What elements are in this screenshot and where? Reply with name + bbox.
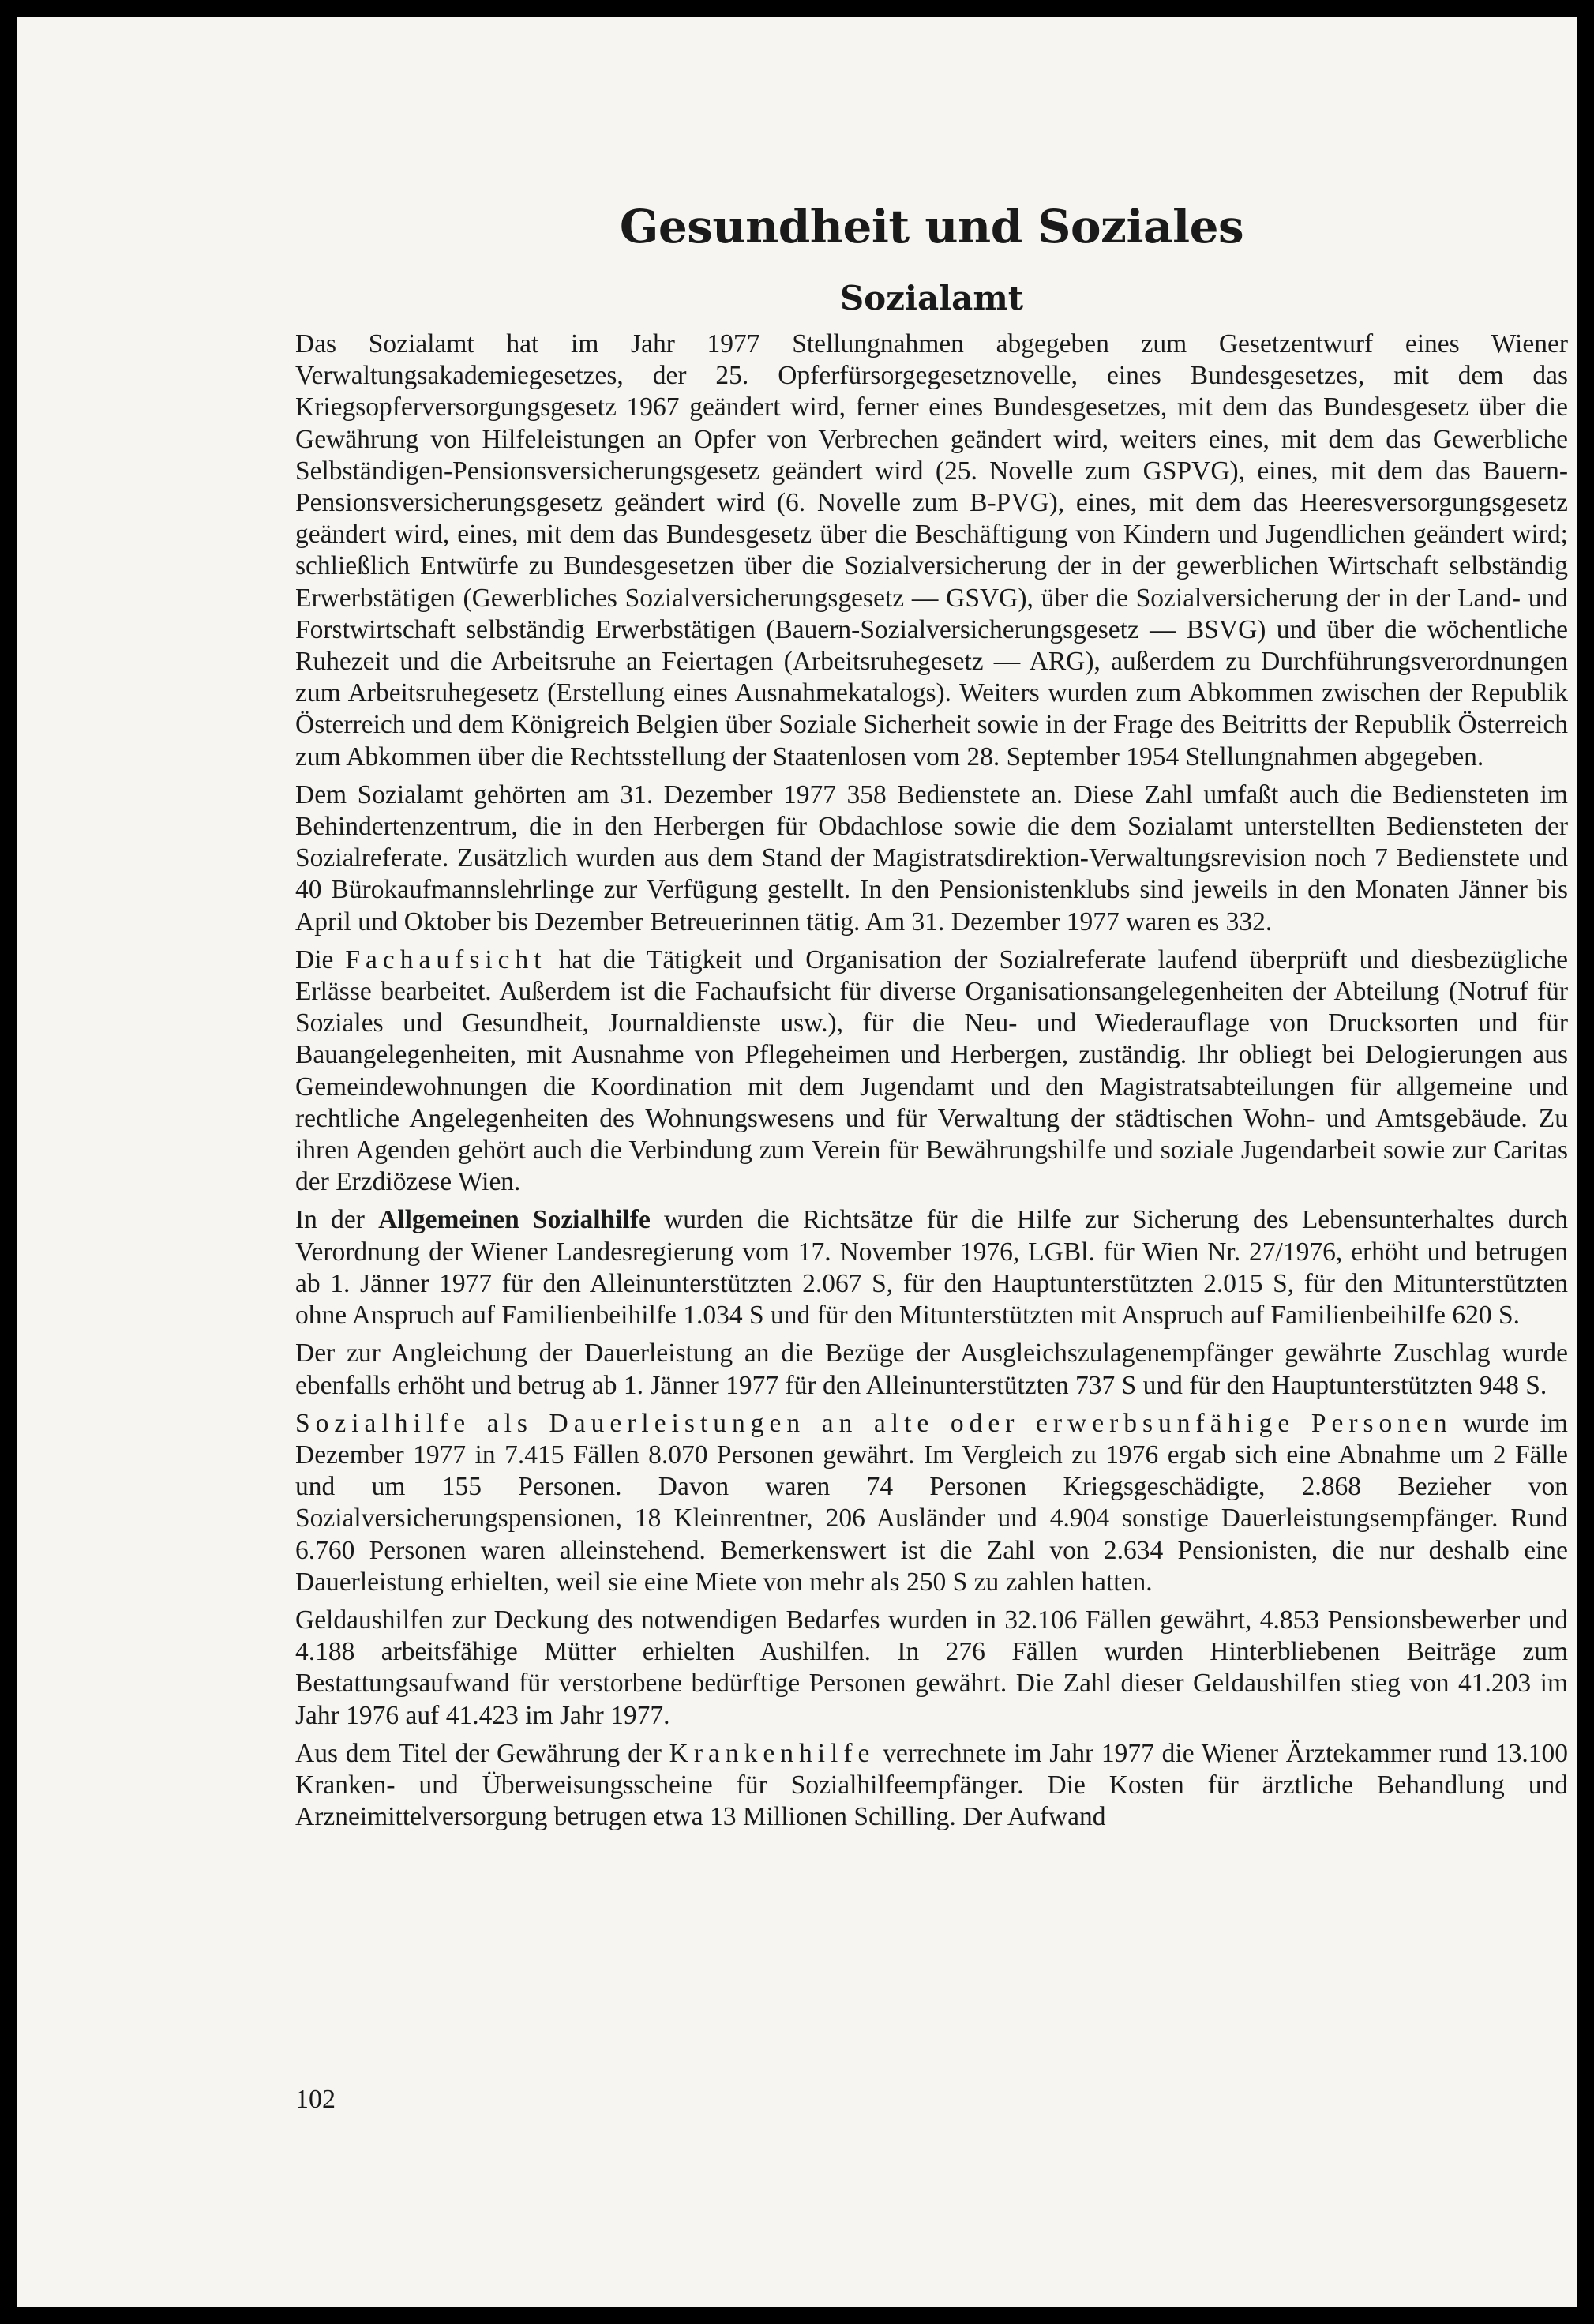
- paragraph-lead: Aus dem Titel der Gewährung der: [295, 1738, 662, 1768]
- paragraph-allgemeine-sozialhilfe: [295, 1204, 1568, 1331]
- paragraph-staff: Dem Sozialamt gehörten am 31. Dezember 1977 358 Bedienstete an. Diese Zahl umfaßt auch die Bediensteten im Behindertenzentrum, die in den Herbergen für Obdachlose sowie die dem Sozialamt unterstellten Bediensteten der Sozialreferate. Zusätzlich wurden aus dem Stand der Magistratsdirektion-Verwaltungsrevision noch 7 Bedienstete und 40 Bürokaufmannslehrlinge zur Verfügung gestellt. In den Pensionistenklubs sind jeweils in den Monaten Jänner bis April und Oktober bis Dezember Betreuerinnen tätig. Am 31. Dezember 1977 waren es 332.: [295, 779, 1568, 937]
- document-page: [17, 17, 1577, 2307]
- emphasis-krankenhilfe: Krankenhilfe: [669, 1738, 876, 1768]
- paragraph-body: wurden die Richtsätze für die Hilfe zur Sicherung des Lebensunterhaltes durch Verordnung der Wiener Landesregierung vom 17. November 1976, LGBl. für Wien Nr. 27/1976, erhöht und betrugen ab 1. Jänner 1977 für den Alleinunterstützten 2.067 S, für den Hauptunterstützten 2.015 S, für den Mitunterstützten ohne Anspruch auf Familienbeihilfe 1.034 S und für den Mitunterstützten mit Anspruch auf Familienbeihilfe 620 S.: [295, 1205, 1569, 1331]
- emphasis-dauerleistungen: Sozialhilfe als Dauerleistungen an alte oder erwerbsunfähige Personen: [295, 1408, 1453, 1438]
- paragraph-geldaushilfen: Geldaushilfen zur Deckung des notwendigen Bedarfes wurden in 32.106 Fällen gewährt, 4.853 Pensionsbewerber und 4.188 arbeitsfähige Mütter erhielten Aushilfen. In 276 Fällen wurden Hinterbliebenen Beiträge zum Bestattungsaufwand für verstorbene bedürftige Personen gewährt. Die Zahl dieser Geldaushilfen stieg von 41.203 im Jahr 1976 auf 41.423 im Jahr 1977.: [295, 1605, 1568, 1730]
- paragraph-fachaufsicht: [295, 944, 1568, 1199]
- page-number: 102: [295, 2085, 336, 2114]
- paragraph-krankenhilfe: [295, 1738, 1568, 1834]
- paragraph-body: wurde im Dezember 1977 in 7.415 Fällen 8.070 Personen gewährt. Im Vergleich zu 1976 ergab sich eine Abnahme um 2 Fälle und um 155 Personen. Davon waren 74 Personen Kriegsgeschädigte, 2.868 Bezieher von Sozialversicherungspensionen, 18 Kleinrentner, 206 Ausländer und 4.904 sonstige Dauerleistungsempfänger. Rund 6.760 Personen waren alleinstehend. Bemerkenswert ist die Zahl von 2.634 Pensionisten, die nur deshalb eine Dauerleistung erhielten, weil sie eine Miete von mehr als 250 S zu zahlen hatten.: [295, 1408, 1568, 1597]
- page-title: Gesundheit und Soziales: [619, 200, 1244, 253]
- section-title: Sozialamt: [839, 279, 1024, 317]
- emphasis-allgemeine-sozialhilfe: Allgemeinen Sozialhilfe: [378, 1205, 651, 1235]
- paragraph-body: verrechnete im Jahr 1977 die Wiener Ärztekammer rund 13.100 Kranken- und Überweisungsscheine für Sozialhilfeempfänger. Die Kosten für ärztliche Behandlung und Arzneimittelversorgung betrugen etwa 13 Millionen Schilling. Der Aufwand: [295, 1738, 1569, 1832]
- paragraph-body: hat die Tätigkeit und Organisation der Sozialreferate laufend überprüft und diesbezügliche Erlässe bearbeitet. Außerdem ist die Fachaufsicht für diverse Organisationsangelegenheiten der Abteilung (Notruf für Soziales und Gesundheit, Journaldienste usw.), für die Neu- und Wiederauflage von Drucksorten und für Bauangelegenheiten, mit Ausnahme von Pflegeheimen und Herbergen, zuständig. Ihr obliegt bei Delogierungen aus Gemeindewohnungen die Koordination mit dem Jugendamt und den Magistratsabteilungen für allgemeine und rechtliche Angelegenheiten des Wohnungswesens und für Verwaltung der städtischen Wohn- und Amtsgebäude. Zu ihren Agenden gehört auch die Verbindung zum Verein für Bewährungshilfe und soziale Jugendarbeit sowie zur Caritas der Erzdiözese Wien.: [295, 944, 1569, 1197]
- paragraph-zuschlag: Der zur Angleichung der Dauerleistung an die Bezüge der Ausgleichszulagenempfänger gewährte Zuschlag wurde ebenfalls erhöht und betrug ab 1. Jänner 1977 für den Alleinunterstützten 737 S und für den Hauptunterstützten 948 S.: [295, 1338, 1568, 1400]
- paragraph-lead: Die: [295, 944, 334, 974]
- page-content: [295, 199, 1568, 1839]
- paragraph-lead: In der: [295, 1205, 365, 1235]
- emphasis-fachaufsicht: Fachaufsicht: [345, 944, 547, 974]
- paragraph-statements: Das Sozialamt hat im Jahr 1977 Stellungnahmen abgegeben zum Gesetzentwurf eines Wiener Verwaltungsakademiegesetzes, der 25. Opferfürsorgegesetznovelle, eines Bundesgesetzes, mit dem das Kriegsopferversorgungsgesetz 1967 geändert wird, ferner eines Bundesgesetzes, mit dem das Bundesgesetz über die Gewährung von Hilfeleistungen an Opfer von Verbrechen geändert wird, weiters eines, mit dem das Gewerbliche Selbständigen-Pensionsversicherungsgesetz geändert wird (25. Novelle zum GSPVG), eines, mit dem das Bauern-Pensionsversicherungsgesetz geändert wird (6. Novelle zum B-PVG), eines, mit dem das Heeresversorgungsgesetz geändert wird, eines, mit dem das Bundesgesetz über die Beschäftigung von Kindern und Jugendlichen geändert wird; schließlich Entwürfe zu Bundesgesetzen über die Sozialversicherung der in der gewerblichen Wirtschaft selbständig Erwerbstätigen (Gewerbliches Sozialversicherungsgesetz — GSVG), über die Sozialversicherung der in der Land- und Forstwirtschaft selbständig Erwerbstätigen (Bauern-Sozialversicherungsgesetz — BSVG) und über die wöchentliche Ruhezeit und die Arbeitsruhe an Feiertagen (Arbeitsruhegesetz — ARG), außerdem zu Durchführungsverordnungen zum Arbeitsruhegesetz (Erstellung eines Ausnahmekatalogs). Weiters wurden zum Abkommen zwischen der Republik Österreich und dem Königreich Belgien über Soziale Sicherheit sowie in der Frage des Beitritts der Republik Österreich zum Abkommen über die Rechtsstellung der Staatenlosen vom 28. September 1954 Stellungnahmen abgegeben.: [295, 329, 1568, 772]
- paragraph-dauerleistungen: [295, 1408, 1568, 1598]
